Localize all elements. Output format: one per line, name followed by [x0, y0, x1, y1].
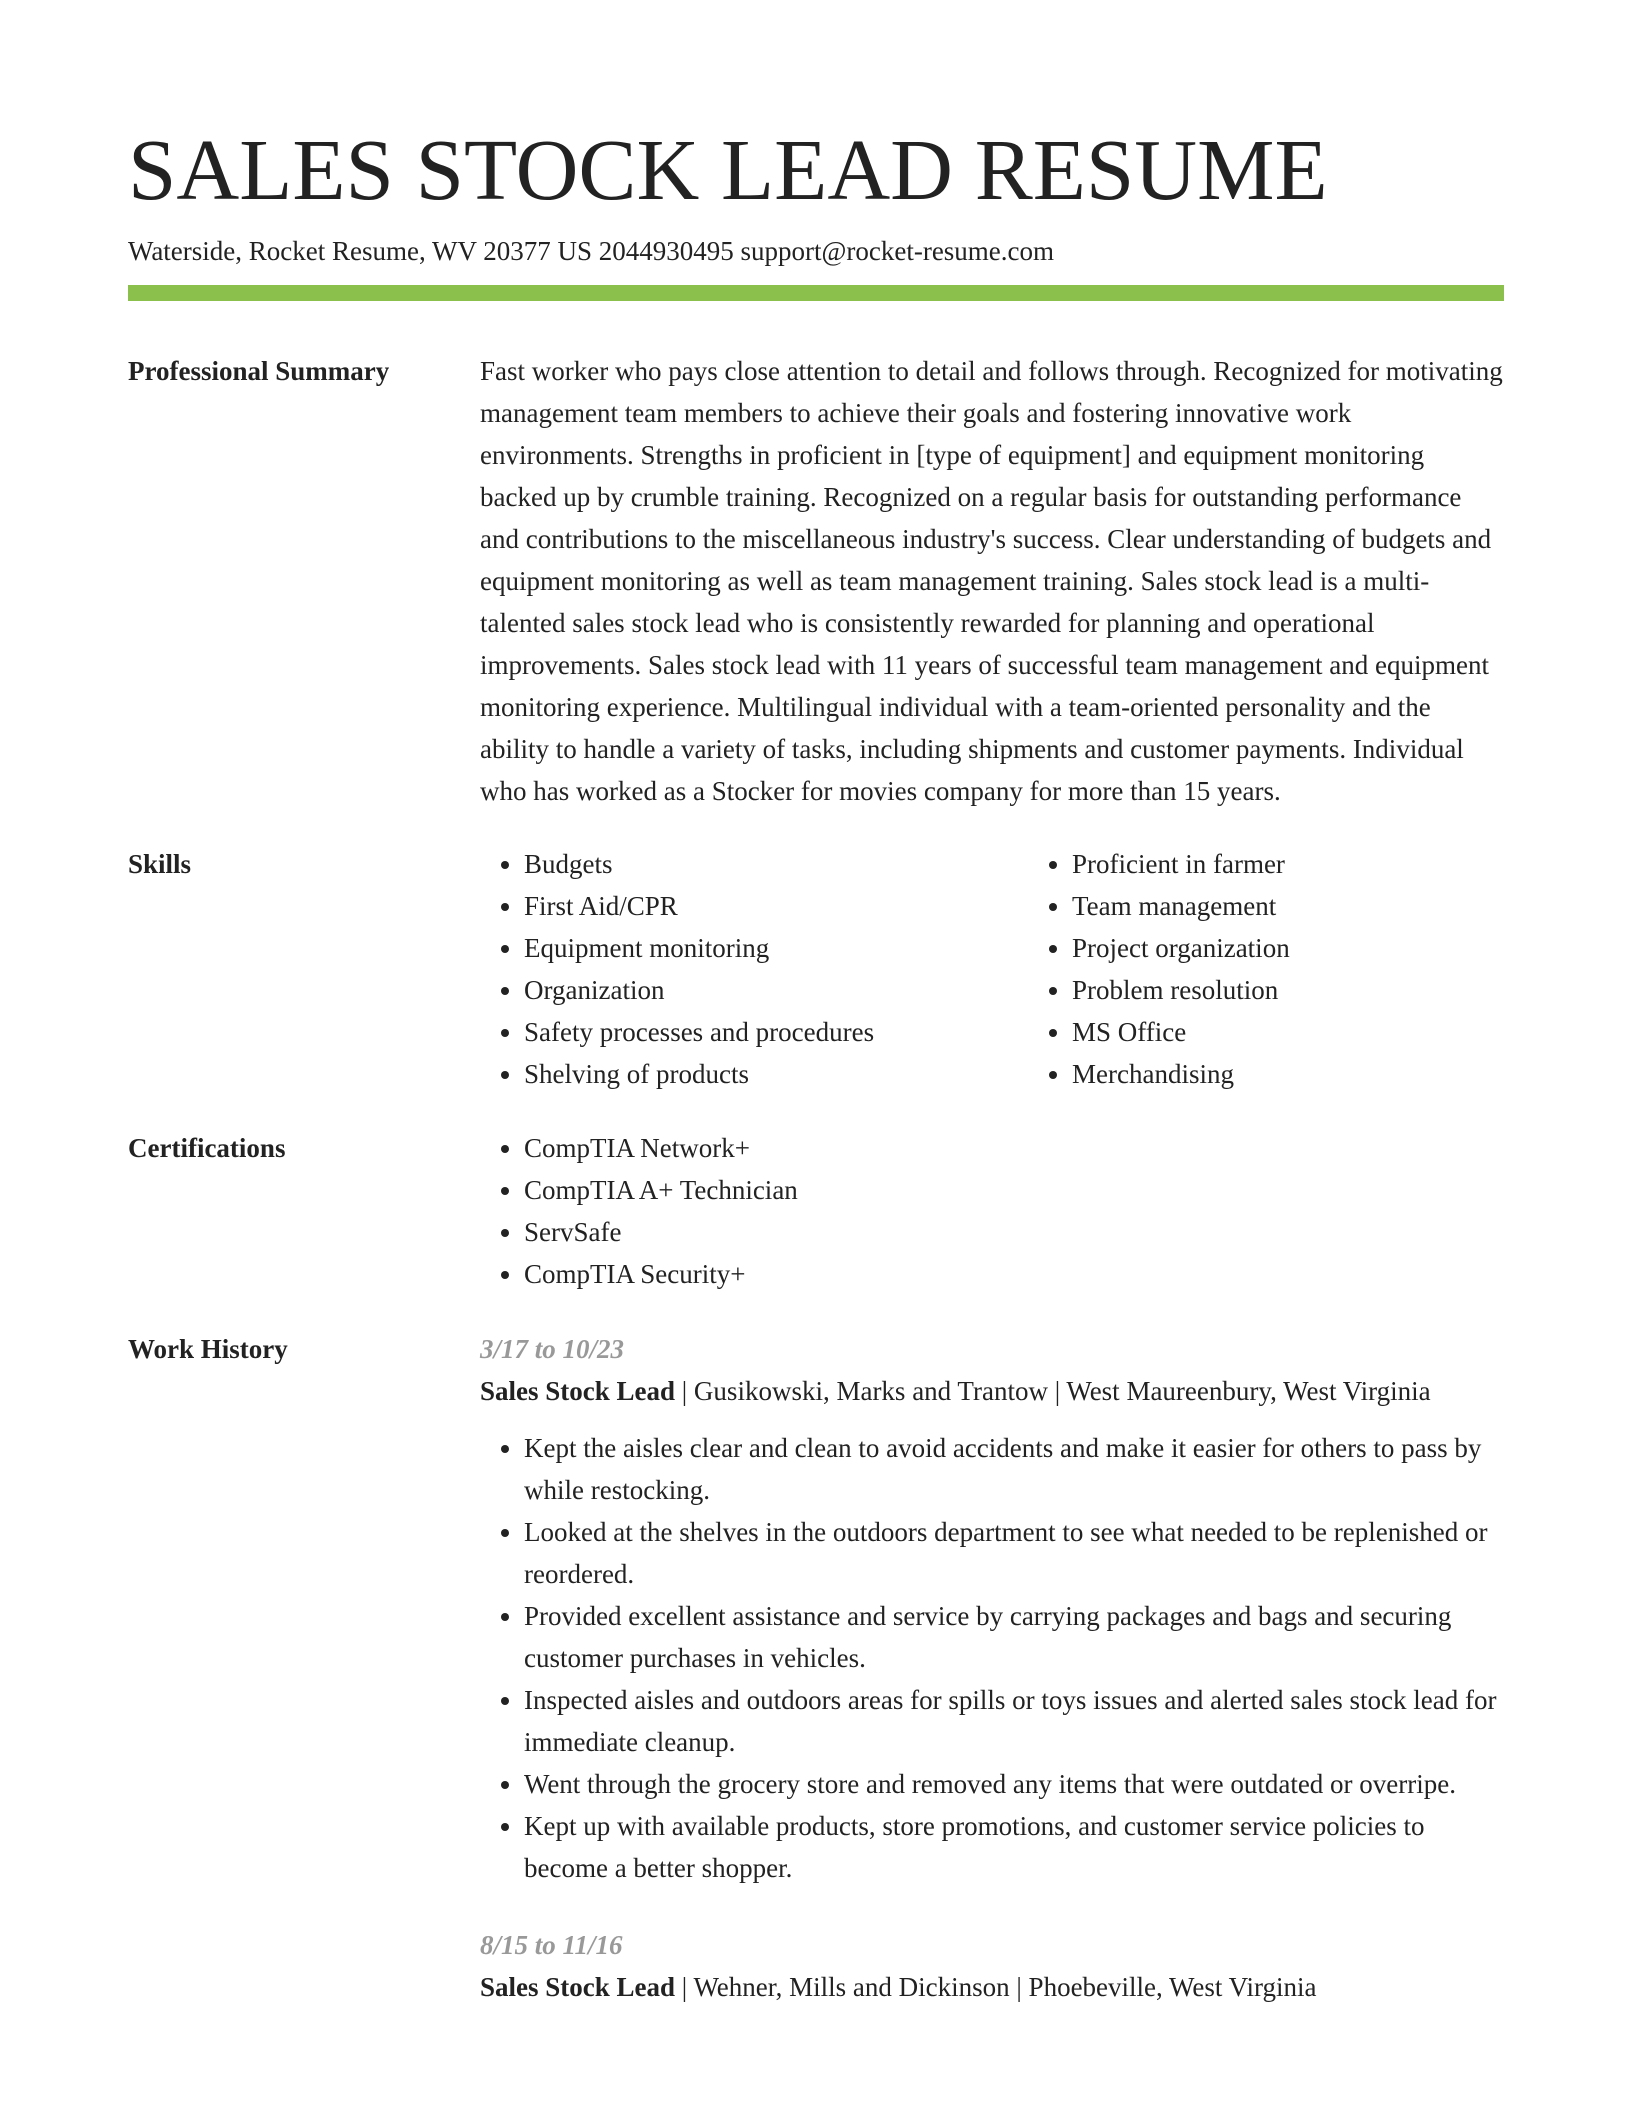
skills-label: Skills [128, 849, 192, 879]
skills-body [480, 843, 1592, 1095]
job-entry [480, 1328, 1504, 1889]
work-history-body [480, 1328, 1504, 2008]
job-header [480, 1370, 1504, 1412]
summary-text: Fast worker who pays close attention to detail and follows through. Recognized for motivating management team members to achieve their goals and fostering innovative work environments. Strengths in proficient in [type of equipment] and equipment monitoring backed up by crumble training. Recognized on a regular basis for outstanding performance and contributions to the miscellaneous industry's success. Clear understanding of budgets and equipment monitoring as well as team management training. Sales stock lead is a multi-talented sales stock lead who is consistently rewarded for planning and operational improvements. Sales stock lead with 11 years of successful team management and equipment monitoring experience. Multilingual individual with a team-oriented personality and the ability to handle a variety of tasks, including shipments and customer payments. Individual who has worked as a Stocker for movies company for more than 15 years. [480, 356, 1503, 806]
accent-divider [128, 285, 1504, 301]
job-header [480, 1966, 1504, 2008]
job-dates: 8/15 to 11/16 [480, 1930, 623, 1960]
certifications-label: Certifications [128, 1133, 286, 1163]
contact-line: Waterside, Rocket Resume, WV 20377 US 2044930495 support@rocket-resume.com [128, 236, 1055, 266]
skill-item: • Problem resolution [1072, 969, 1592, 1011]
skill-item: • Equipment monitoring [524, 927, 1028, 969]
certifications-body [480, 1127, 1504, 1295]
certification-item: • CompTIA Network+ [524, 1127, 1504, 1169]
skill-item: • Shelving of products [524, 1053, 1028, 1095]
job-duty-item: • Kept the aisles clear and clean to avoid accidents and make it easier for others to pass by while restocking. [524, 1427, 1504, 1511]
skill-item: • First Aid/CPR [524, 885, 1028, 927]
skill-item: • Team management [1072, 885, 1592, 927]
skill-item: • MS Office [1072, 1011, 1592, 1053]
job-employer-details: | Wehner, Mills and Dickinson | Phoebeville, West Virginia [675, 1972, 1317, 2002]
skills-list-right [1028, 843, 1592, 1095]
certification-item: • ServSafe [524, 1211, 1504, 1253]
certification-item: • CompTIA Security+ [524, 1253, 1504, 1295]
summary-body [480, 350, 1504, 812]
job-duty-item: • Looked at the shelves in the outdoors department to see what needed to be replenished or reordered. [524, 1511, 1504, 1595]
certifications-section [128, 1127, 1504, 1295]
certifications-list [480, 1127, 1504, 1295]
job-dates: 3/17 to 10/23 [480, 1334, 625, 1364]
job-title: Sales Stock Lead [480, 1972, 676, 2002]
skill-item: • Safety processes and procedures [524, 1011, 1028, 1053]
skills-section [128, 843, 1504, 1095]
skill-item: • Proficient in farmer [1072, 843, 1592, 885]
summary-label: Professional Summary [128, 356, 390, 386]
skill-item: • Project organization [1072, 927, 1592, 969]
certification-item: • CompTIA A+ Technician [524, 1169, 1504, 1211]
job-employer-details: | Gusikowski, Marks and Trantow | West Maureenbury, West Virginia [675, 1376, 1431, 1406]
skill-item: • Budgets [524, 843, 1028, 885]
job-entry [480, 1924, 1504, 2008]
job-title: Sales Stock Lead [480, 1376, 676, 1406]
skills-list-left [480, 843, 1028, 1095]
work-history-section [128, 1328, 1504, 2008]
job-duty-item: • Kept up with available products, store promotions, and customer service policies to become a better shopper. [524, 1805, 1504, 1889]
job-duty-item: • Inspected aisles and outdoors areas for spills or toys issues and alerted sales stock lead for immediate cleanup. [524, 1679, 1504, 1763]
job-duties-list [480, 1427, 1504, 1889]
skill-item: • Organization [524, 969, 1028, 1011]
skill-item: • Merchandising [1072, 1053, 1592, 1095]
summary-section [128, 350, 1504, 812]
job-duty-item: • Provided excellent assistance and service by carrying packages and bags and securing customer purchases in vehicles. [524, 1595, 1504, 1679]
job-duty-item: • Went through the grocery store and removed any items that were outdated or overripe. [524, 1763, 1504, 1805]
work-history-label: Work History [128, 1334, 288, 1364]
resume-title: SALES STOCK LEAD RESUME [128, 121, 1328, 218]
